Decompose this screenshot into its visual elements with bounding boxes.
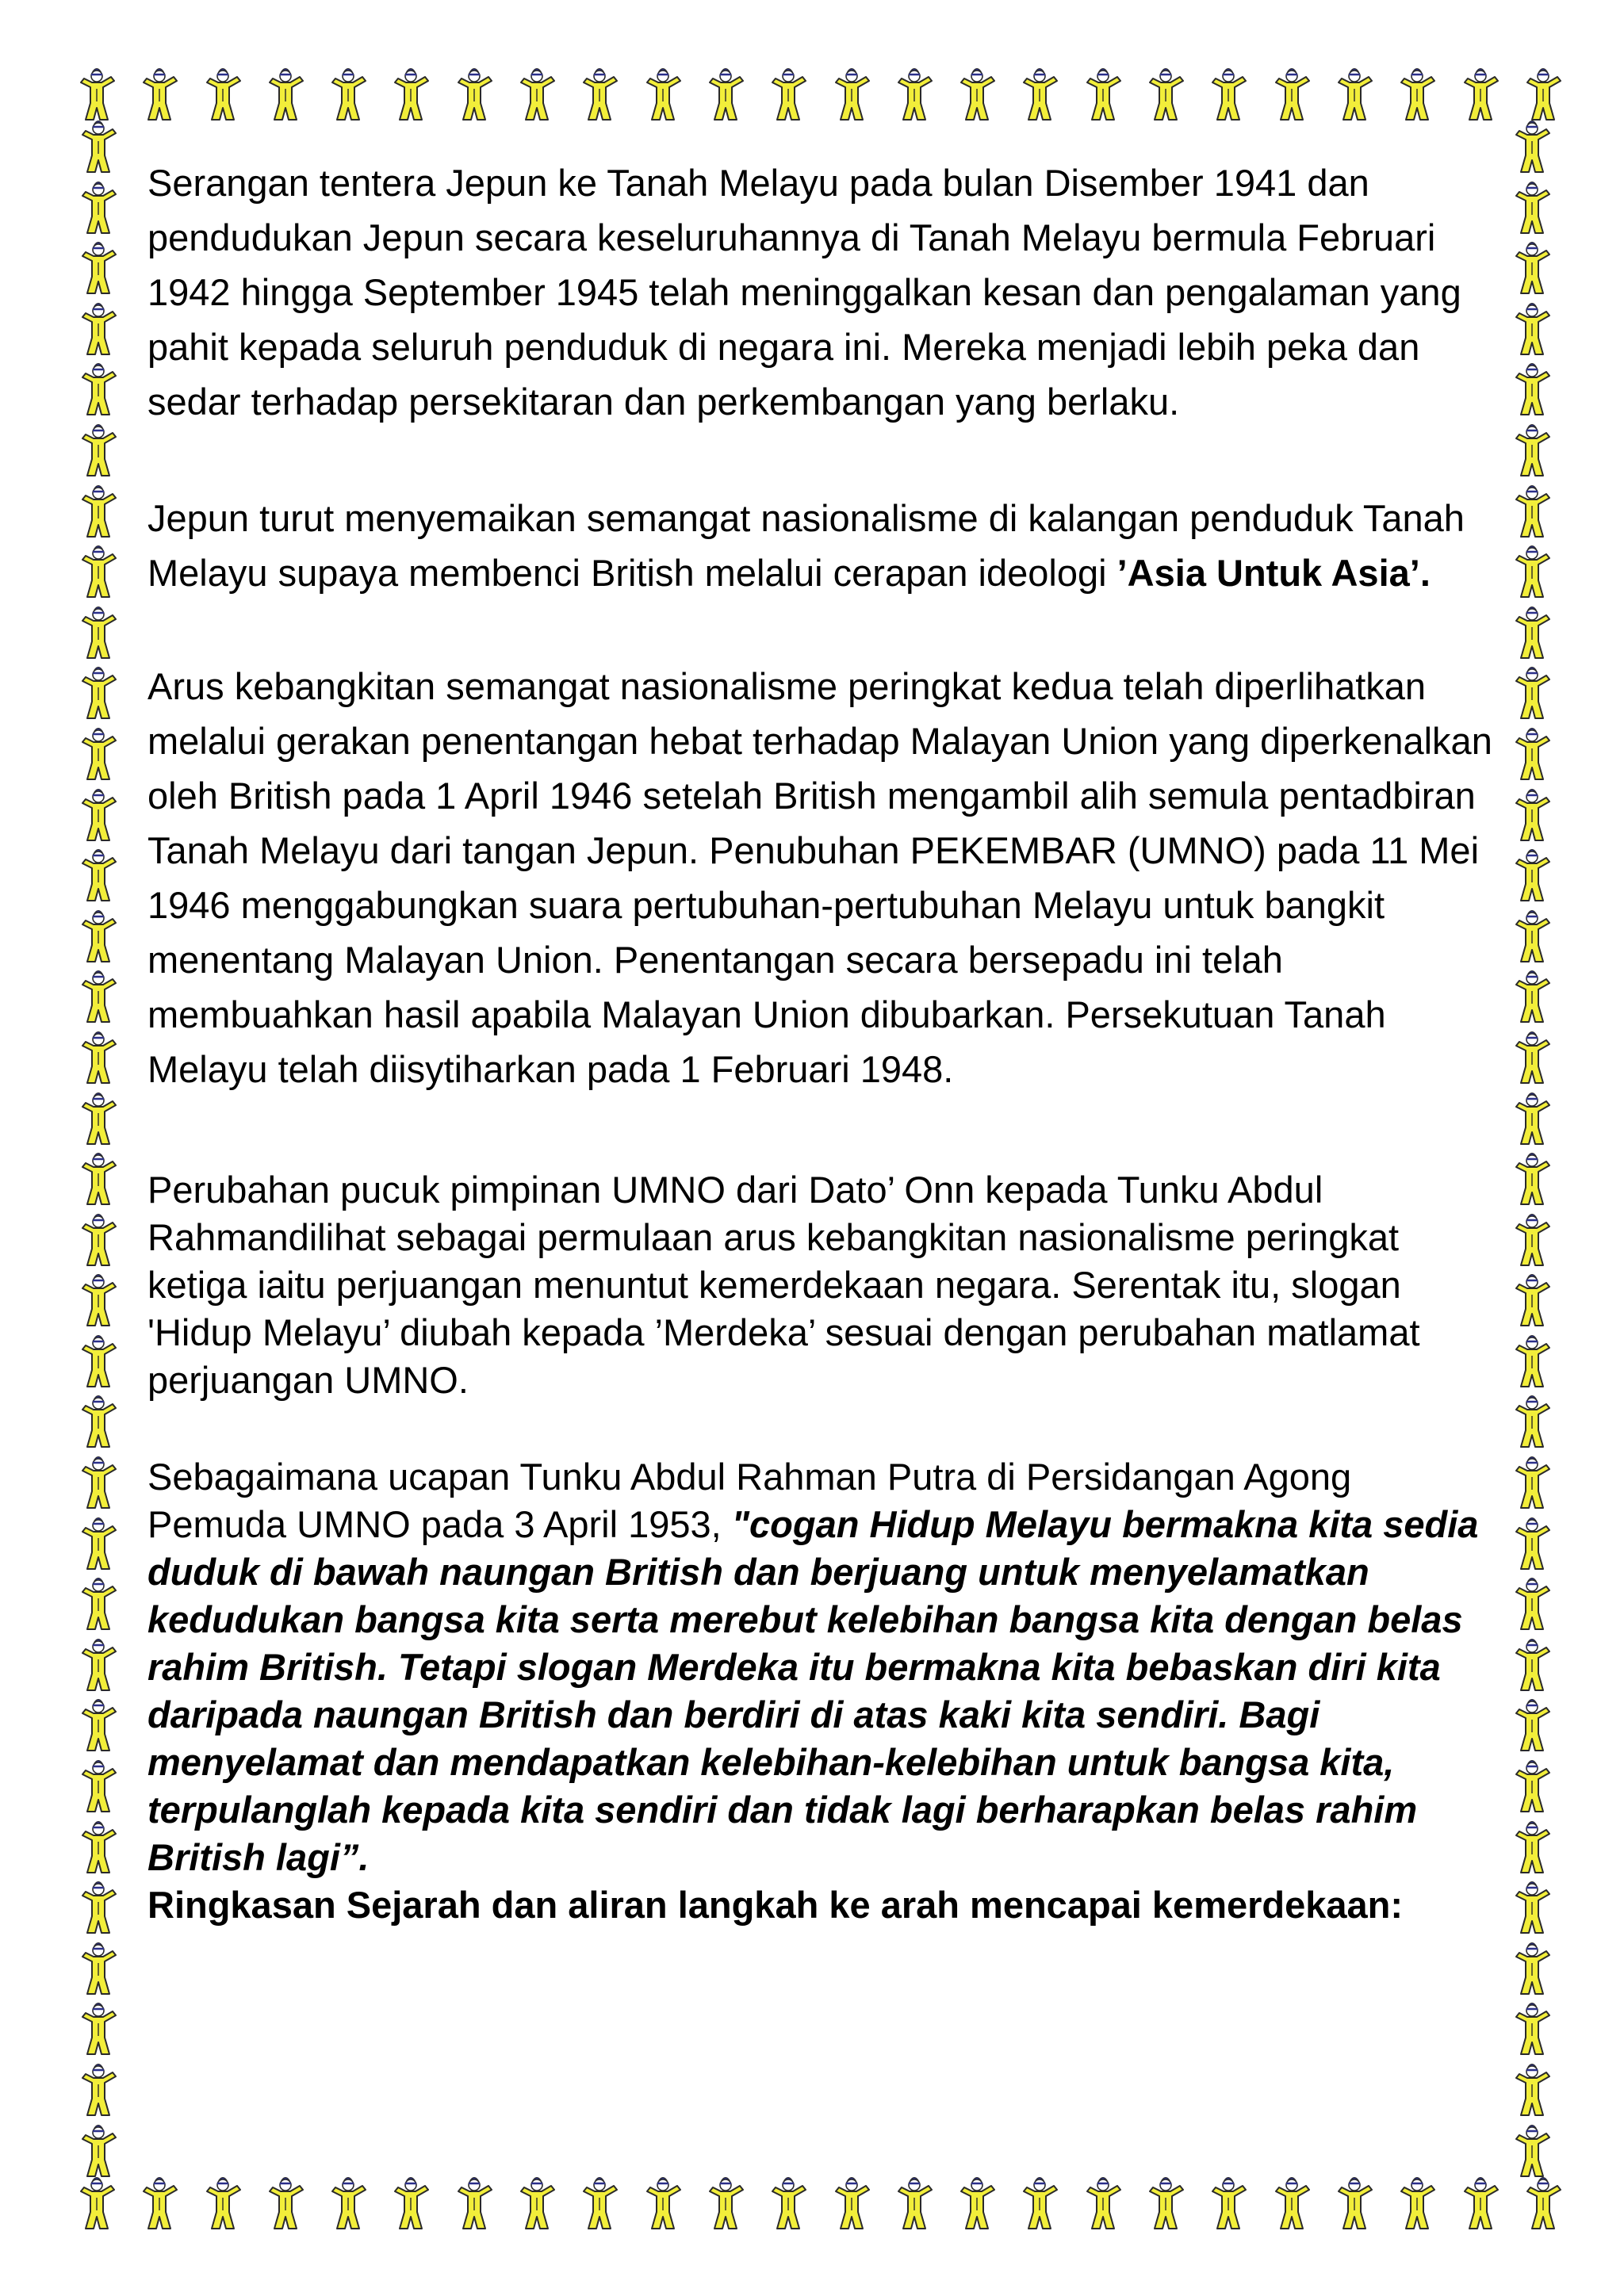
cartoon-figure-icon bbox=[76, 1575, 121, 1632]
cartoon-figure-icon bbox=[452, 2174, 496, 2231]
cartoon-figure-icon bbox=[76, 603, 121, 660]
cartoon-figure-icon bbox=[892, 65, 936, 122]
cartoon-figure-icon bbox=[766, 2174, 810, 2231]
cartoon-figure-icon bbox=[1143, 2174, 1188, 2231]
cartoon-figure-icon bbox=[76, 1089, 121, 1146]
cartoon-figure-icon bbox=[577, 65, 622, 122]
cartoon-figure-icon bbox=[1395, 65, 1439, 122]
cartoon-figure-icon bbox=[515, 65, 559, 122]
cartoon-figure-icon bbox=[76, 1271, 121, 1328]
cartoon-figure-icon bbox=[76, 786, 121, 843]
cartoon-figure-icon bbox=[766, 65, 810, 122]
cartoon-figure-icon bbox=[829, 2174, 874, 2231]
cartoon-figure-icon bbox=[1510, 300, 1554, 357]
cartoon-figure-icon bbox=[1332, 65, 1377, 122]
border-right bbox=[1507, 117, 1557, 2179]
cartoon-figure-icon bbox=[263, 2174, 308, 2231]
cartoon-figure-icon bbox=[1510, 664, 1554, 721]
cartoon-figure-icon bbox=[1521, 2174, 1565, 2231]
cartoon-figure-icon bbox=[1510, 1514, 1554, 1571]
cartoon-figure-icon bbox=[76, 664, 121, 721]
cartoon-figure-icon bbox=[326, 65, 370, 122]
cartoon-figure-icon bbox=[1510, 2061, 1554, 2118]
cartoon-figure-icon bbox=[1521, 65, 1565, 122]
cartoon-figure-icon bbox=[1510, 1028, 1554, 1085]
cartoon-figure-icon bbox=[452, 65, 496, 122]
cartoon-figure-icon bbox=[263, 65, 308, 122]
cartoon-figure-icon bbox=[76, 1150, 121, 1207]
cartoon-figure-icon bbox=[1206, 65, 1251, 122]
cartoon-figure-icon bbox=[1270, 65, 1314, 122]
cartoon-figure-icon bbox=[1510, 1939, 1554, 1996]
cartoon-figure-icon bbox=[1510, 1818, 1554, 1875]
cartoon-figure-icon bbox=[1510, 239, 1554, 296]
cartoon-figure-icon bbox=[1510, 1453, 1554, 1510]
cartoon-figure-icon bbox=[326, 2174, 370, 2231]
cartoon-figure-icon bbox=[1017, 65, 1062, 122]
cartoon-figure-icon bbox=[1510, 482, 1554, 539]
cartoon-figure-icon bbox=[1081, 2174, 1125, 2231]
paragraph-malayan-union: Arus kebangkitan semangat nasionalisme peringkat kedua telah diperlihatkan melalui gerakan penentangan hebat terhadap Malayan Union yang diperkenalkan oleh British pada 1 April 1946 setelah British mengambil alih semula pentadbiran Tanah Melayu dari tangan Jepun. Penubuhan PEKEMBAR (UMNO) pada 11 Mei 1946 menggabungkan suara pertubuhan-pertubuhan Melayu untuk bangkit menentang Malayan Union. Penentangan secara bersepadu ini telah membuahkan hasil apabila Malayan Union dibubarkan. Persekutuan Tanah Melayu telah diisytiharkan pada 1 Februari 1948. bbox=[147, 665, 1492, 1090]
cartoon-figure-icon bbox=[201, 2174, 245, 2231]
cartoon-figure-icon bbox=[1510, 967, 1554, 1024]
cartoon-figure-icon bbox=[76, 239, 121, 296]
cartoon-figure-icon bbox=[76, 1939, 121, 1996]
cartoon-figure-icon bbox=[76, 1818, 121, 1875]
border-top bbox=[75, 55, 1565, 132]
paragraph-umno-leadership: Perubahan pucuk pimpinan UMNO dari Dato’ Onn kepada Tunku Abdul Rahmandilihat sebagai permulaan arus kebangkitan nasionalisme peringkat ketiga iaitu perjuangan menuntut kemerdekaan negara. Serentak itu, slogan 'Hidup Melayu’ diubah kepada ’Merdeka’ sesuai dengan perubahan matlamat perjuangan UMNO. bbox=[147, 1169, 1420, 1401]
asia-untuk-asia-slogan: ’Asia Untuk Asia’. bbox=[1116, 552, 1431, 594]
cartoon-figure-icon bbox=[1206, 2174, 1251, 2231]
cartoon-figure-icon bbox=[515, 2174, 559, 2231]
cartoon-figure-icon bbox=[76, 1636, 121, 1693]
cartoon-figure-icon bbox=[1510, 1089, 1554, 1146]
cartoon-figure-icon bbox=[76, 178, 121, 235]
cartoon-figure-icon bbox=[1510, 2122, 1554, 2179]
cartoon-figure-icon bbox=[1510, 1575, 1554, 1632]
document-body bbox=[147, 155, 1496, 1929]
cartoon-figure-icon bbox=[76, 1999, 121, 2057]
cartoon-figure-icon bbox=[389, 2174, 433, 2231]
cartoon-figure-icon bbox=[1458, 2174, 1503, 2231]
cartoon-figure-icon bbox=[76, 1332, 121, 1389]
cartoon-figure-icon bbox=[1332, 2174, 1377, 2231]
cartoon-figure-icon bbox=[1270, 2174, 1314, 2231]
cartoon-figure-icon bbox=[76, 1514, 121, 1571]
cartoon-figure-icon bbox=[1510, 178, 1554, 235]
cartoon-figure-icon bbox=[1510, 1999, 1554, 2057]
cartoon-figure-icon bbox=[76, 1211, 121, 1268]
cartoon-figure-icon bbox=[76, 542, 121, 599]
cartoon-figure-icon bbox=[76, 360, 121, 417]
cartoon-figure-icon bbox=[76, 482, 121, 539]
cartoon-figure-icon bbox=[1143, 65, 1188, 122]
cartoon-figure-icon bbox=[1510, 542, 1554, 599]
cartoon-figure-icon bbox=[1510, 1878, 1554, 1935]
cartoon-figure-icon bbox=[76, 421, 121, 478]
cartoon-figure-icon bbox=[75, 2174, 119, 2231]
cartoon-figure-icon bbox=[76, 117, 121, 174]
border-bottom bbox=[75, 2164, 1565, 2241]
cartoon-figure-icon bbox=[76, 2061, 121, 2118]
cartoon-figure-icon bbox=[76, 2122, 121, 2179]
cartoon-figure-icon bbox=[1510, 1696, 1554, 1753]
cartoon-figure-icon bbox=[76, 1392, 121, 1449]
cartoon-figure-icon bbox=[1510, 907, 1554, 964]
cartoon-figure-icon bbox=[1510, 360, 1554, 417]
cartoon-figure-icon bbox=[76, 1757, 121, 1814]
section-heading-summary: Ringkasan Sejarah dan aliran langkah ke arah mencapai kemerdekaan: bbox=[147, 1884, 1404, 1926]
cartoon-figure-icon bbox=[1081, 65, 1125, 122]
cartoon-figure-icon bbox=[1510, 1150, 1554, 1207]
cartoon-figure-icon bbox=[201, 65, 245, 122]
cartoon-figure-icon bbox=[1510, 1332, 1554, 1389]
cartoon-figure-icon bbox=[829, 65, 874, 122]
cartoon-figure-icon bbox=[892, 2174, 936, 2231]
cartoon-figure-icon bbox=[1510, 603, 1554, 660]
cartoon-figure-icon bbox=[641, 2174, 685, 2231]
cartoon-figure-icon bbox=[1510, 1211, 1554, 1268]
cartoon-figure-icon bbox=[75, 65, 119, 122]
cartoon-figure-icon bbox=[137, 65, 182, 122]
cartoon-figure-icon bbox=[137, 2174, 182, 2231]
cartoon-figure-icon bbox=[1510, 725, 1554, 782]
cartoon-figure-icon bbox=[641, 65, 685, 122]
paragraph-tunku-speech bbox=[147, 1453, 1496, 1881]
cartoon-figure-icon bbox=[76, 846, 121, 903]
cartoon-figure-icon bbox=[1510, 1636, 1554, 1693]
cartoon-figure-icon bbox=[703, 65, 748, 122]
cartoon-figure-icon bbox=[1510, 1271, 1554, 1328]
cartoon-figure-icon bbox=[1510, 846, 1554, 903]
speech-quote: "cogan Hidup Melayu bermakna kita sedia duduk di bawah naungan British dan berjuang untuk menyelamatkan kedudukan bangsa kita serta merebut kelebihan bangsa kita dengan belas rahim British. Tetapi slogan Merdeka itu bermakna kita bebaskan diri kita daripada naungan British dan berdiri di atas kaki kita sendiri. Bagi menyelamat dan mendapatkan kelebihan-kelebihan untuk bangsa kita, terpulanglah kepada kita sendiri dan tidak lagi berharapkan belas rahim British lagi”. bbox=[147, 1503, 1479, 1878]
cartoon-figure-icon bbox=[76, 725, 121, 782]
paragraph-japanese-occupation: Serangan tentera Jepun ke Tanah Melayu pada bulan Disember 1941 dan pendudukan Jepun secara keseluruhannya di Tanah Melayu bermula Februari 1942 hingga September 1945 telah meninggalkan kesan dan pengalaman yang pahit kepada seluruh penduduk di negara ini. Mereka menjadi lebih peka dan sedar terhadap persekitaran dan perkembangan yang berlaku. bbox=[147, 162, 1461, 423]
cartoon-figure-icon bbox=[1510, 117, 1554, 174]
paragraph-asia-text: Jepun turut menyemaikan semangat nasionalisme di kalangan penduduk Tanah Melayu supaya membenci British melalui cerapan ideologi bbox=[147, 497, 1465, 594]
cartoon-figure-icon bbox=[76, 967, 121, 1024]
cartoon-figure-icon bbox=[76, 1028, 121, 1085]
border-left bbox=[73, 117, 124, 2179]
cartoon-figure-icon bbox=[76, 1878, 121, 1935]
cartoon-figure-icon bbox=[955, 2174, 999, 2231]
speech-intro-text: Sebagaimana ucapan Tunku Abdul Rahman Putra di Persidangan Agong Pemuda UMNO pada 3 April 1953, bbox=[147, 1456, 1352, 1545]
cartoon-figure-icon bbox=[1510, 1392, 1554, 1449]
cartoon-figure-icon bbox=[577, 2174, 622, 2231]
cartoon-figure-icon bbox=[1017, 2174, 1062, 2231]
cartoon-figure-icon bbox=[76, 1696, 121, 1753]
cartoon-figure-icon bbox=[1458, 65, 1503, 122]
paragraph-asia-for-asia bbox=[147, 491, 1496, 600]
cartoon-figure-icon bbox=[1510, 421, 1554, 478]
cartoon-figure-icon bbox=[1395, 2174, 1439, 2231]
cartoon-figure-icon bbox=[1510, 786, 1554, 843]
cartoon-figure-icon bbox=[76, 300, 121, 357]
cartoon-figure-icon bbox=[389, 65, 433, 122]
cartoon-figure-icon bbox=[76, 1453, 121, 1510]
cartoon-figure-icon bbox=[1510, 1757, 1554, 1814]
cartoon-figure-icon bbox=[76, 907, 121, 964]
cartoon-figure-icon bbox=[955, 65, 999, 122]
cartoon-figure-icon bbox=[703, 2174, 748, 2231]
